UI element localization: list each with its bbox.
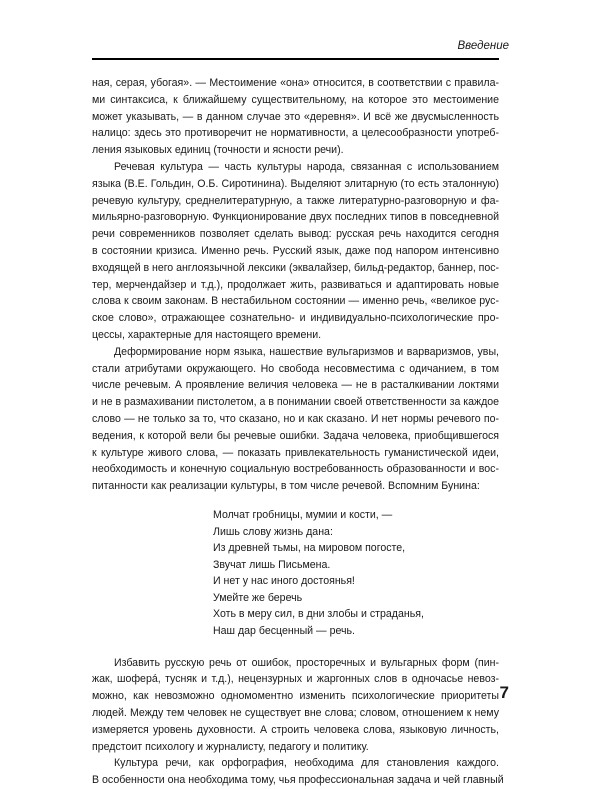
text-line: налицо: здесь это противоречит не нормативности, а целесообразности употреб- bbox=[92, 127, 499, 140]
text-line: цессы, характерные для настоящего времени. bbox=[92, 328, 322, 341]
body-text bbox=[92, 75, 504, 789]
text-line: людей. Между тем человек не существует вне слова; словом, отношением к нему bbox=[92, 707, 499, 720]
poem-line: Из древней тьмы, на мировом погосте, bbox=[213, 542, 406, 555]
header-rule bbox=[92, 58, 499, 60]
poem-line: Лишь слову жизнь дана: bbox=[213, 525, 333, 538]
text-line: тер, мерчендайзер и т.д.), продолжает жить, развиваться и адаптировать новые bbox=[92, 278, 499, 291]
text-line: Избавить русскую речь от ошибок, просторечных и вульгарных форм (пин- bbox=[114, 656, 499, 669]
paragraph-avoid-errors bbox=[92, 655, 499, 756]
page-number: 7 bbox=[499, 683, 509, 702]
text-line: и не в размахивании пистолетом, а в понимании своей ответственности за каждое bbox=[92, 396, 499, 409]
text-line: необходимость и конечную социальную востребованность образованности и вос- bbox=[92, 463, 499, 476]
poem-line: Молчат гробницы, мумии и кости, — bbox=[213, 508, 393, 521]
poem-line: Наш дар бесценный — речь. bbox=[213, 625, 355, 638]
text-line: Культура речи, как орфография, необходима для становления каждого. bbox=[114, 757, 499, 770]
text-line: питанности как реализации культуры, в том числе речевой. Вспомним Бунина: bbox=[92, 480, 480, 493]
text-line: мильярно-разговорную. Функционирование двух последних типов в повседневной bbox=[92, 211, 499, 224]
text-line: Деформирование норм языка, нашествие вульгаризмов и варваризмов, увы, bbox=[114, 345, 499, 358]
paragraph-speech-culture bbox=[92, 755, 504, 789]
paragraph-deformation bbox=[92, 344, 499, 495]
text-line: в состоянии кризиса. Именно речь. Русский язык, даже под напором интенсивно bbox=[92, 244, 499, 257]
text-line: ная, серая, убогая». — Местоимение «она» относится, в соответствии с правила- bbox=[92, 77, 499, 89]
section-header: Введение bbox=[457, 40, 509, 52]
paragraph-speech-culture-types bbox=[92, 159, 499, 344]
poem-line: Звучат лишь Письмена. bbox=[213, 558, 331, 571]
text-line: речи современников позволяет сделать вывод: русская речь находится сегодня bbox=[92, 228, 499, 241]
text-line: В особенности она необходима тому, чья профессиональная задача и чей главный bbox=[92, 774, 504, 787]
poem-line: Хоть в меру сил, в дни злобы и страданья, bbox=[213, 608, 424, 621]
poem-line: И нет у нас иного достоянья! bbox=[213, 575, 355, 588]
text-line: ское слово», отражающее сознательно- и индивидуально-психологические про- bbox=[92, 312, 499, 325]
text-line: можно, как невозможно одномоментно изменить психологические приоритеты bbox=[92, 690, 499, 703]
text-line: слово — не только за то, что сказано, но и как сказано. И нет нормы речевого по- bbox=[92, 412, 499, 425]
text-line: стали атрибутами окружающего. Но свобода несовместима с одичанием, в том bbox=[92, 362, 499, 375]
text-line: входящей в него англоязычной лексики (эквалайзер, бильд-редактор, баннер, пос- bbox=[92, 261, 499, 274]
text-line: Речевая культура — часть культуры народа, связанная с использованием bbox=[114, 160, 499, 173]
text-line: речевую культуру, среднелитературную, а также литературно-разговорную и фа- bbox=[92, 194, 499, 207]
text-line: к культуре живого слова, — показать привлекательность гуманистической идеи, bbox=[92, 446, 499, 459]
text-line: предстоит психологу и журналисту, педагогу и политику. bbox=[92, 740, 369, 753]
bunin-poem bbox=[92, 507, 499, 640]
poem-line: Умейте же беречь bbox=[213, 591, 303, 604]
text-line: измеряется уровень духовности. А строить человека слова, языковую личность, bbox=[92, 723, 499, 736]
text-line: ведения, к которой вели бы речевые ошибки. Задача человека, приобщившегося bbox=[92, 429, 499, 442]
text-line: слова к своим законам. В нестабильном состоянии — именно речь, «великое рус- bbox=[92, 295, 499, 308]
text-line: ми синтаксиса, к ближайшему существительному, на которое это местоимение bbox=[92, 93, 499, 106]
text-line: числе речевым. А проявление величия человека — не в расталкивании локтями bbox=[92, 379, 499, 392]
text-line: ления языковых единиц (точности и ясности речи). bbox=[92, 144, 344, 157]
intro-paragraph bbox=[92, 75, 499, 159]
text-line: языка (В.Е. Гольдин, О.Б. Сиротинина). Выделяют элитарную (то есть эталонную) bbox=[92, 177, 499, 190]
text-line: может указывать, — в данном случае это «деревня». И всё же двусмысленность bbox=[92, 110, 499, 123]
text-line: жак, шоферá, тусняк и т.д.), нецензурных и жаргонных слов в одночасье невоз- bbox=[92, 673, 499, 686]
